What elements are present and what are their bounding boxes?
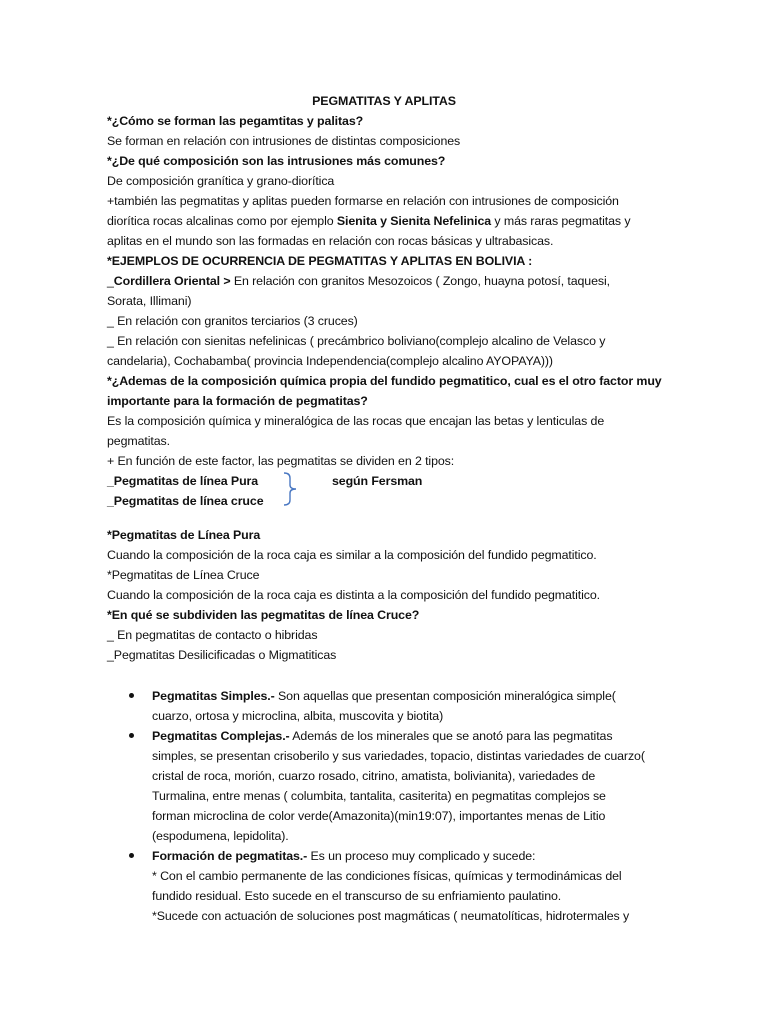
bold-sienita: Sienita y Sienita Nefelinica: [336, 214, 492, 228]
heading-linea-cruce: *Pegmatitas de Línea Cruce: [107, 568, 260, 582]
answer-formation: Se forman en relación con intrusiones de distintas composiciones: [107, 134, 461, 148]
bullet-formacion-line-1: Formación de pegmatitas.- Es un proceso muy complicado y sucede:: [152, 849, 536, 863]
question-factor-line-1: *¿Ademas de la composición química propia del fundido pegmatitico, cual es el otro factor muy: [107, 374, 662, 388]
heading-linea-pura: *Pegmatitas de Línea Pura: [107, 528, 261, 542]
question-subdivision: *En qué se subdividen las pegmatitas de línea Cruce?: [107, 608, 420, 622]
example-cordillera-line-1: _Cordillera Oriental > En relación con granitos Mesozoicos ( Zongo, huayna potosí, taquesi,: [107, 274, 610, 288]
bullet-simples-line-1: Pegmatitas Simples.- Son aquellas que presentan composición mineralógica simple(: [152, 689, 616, 703]
bullet-complejas-line-1: Pegmatitas Complejas.- Además de los minerales que se anotó para las pegmatitas: [152, 729, 613, 743]
subdivision-contacto: _ En pegmatitas de contacto o hibridas: [107, 628, 318, 642]
question-formation: *¿Cómo se forman las pegamtitas y palitas?: [107, 114, 364, 128]
bullet-simples-line-2: cuarzo, ortosa y microclina, albita, muscovita y biotita): [152, 709, 444, 723]
example-sienitas-line-1: _ En relación con sienitas nefelinicas ( precámbrico boliviano(complejo alcalino de Velasco y: [107, 334, 606, 348]
bold-complejas: Pegmatitas Complejas.-: [152, 729, 290, 743]
bullet-complejas-line-2: simples, se presentan crisoberilo y sus variedades, topacio, distintas variedades de cuarzo(: [152, 749, 645, 763]
curly-brace-icon: [282, 472, 298, 506]
question-factor-line-2: importante para la formación de pegmatitas?: [107, 394, 368, 408]
definition-linea-pura: Cuando la composición de la roca caja es similar a la composición del fundido pegmatitico.: [107, 548, 597, 562]
answer-factor-line-2: pegmatitas.: [107, 434, 170, 448]
bullet-complejas-line-4: Turmalina, entre menas ( columbita, tantalita, casiterita) en pegmatitas complejos se: [152, 789, 606, 803]
paragraph-two-types: + En función de este factor, las pegmatitas se dividen en 2 tipos:: [107, 454, 455, 468]
page-title: PEGMATITAS Y APLITAS: [312, 94, 456, 108]
example-terciarios: _ En relación con granitos terciarios (3 cruces): [107, 314, 358, 328]
bold-formacion: Formación de pegmatitas.-: [152, 849, 308, 863]
fersman-label: según Fersman: [332, 474, 423, 488]
heading-bolivia-examples: *EJEMPLOS DE OCURRENCIA DE PEGMATITAS Y APLITAS EN BOLIVIA :: [107, 254, 533, 268]
example-sienitas-line-2: candelaria), Cochabamba( provincia Independencia(complejo alcalino AYOPAYA))): [107, 354, 553, 368]
subdivision-desilicificadas: _Pegmatitas Desilicificadas o Migmatiticas: [107, 648, 337, 662]
bullet-complejas-line-3: cristal de roca, morión, cuarzo rosado, citrino, amatista, bolivianita), variedades de: [152, 769, 596, 783]
answer-composition: De composición granítica y grano-diorítica: [107, 174, 335, 188]
bullet-icon: [129, 733, 134, 738]
question-composition: *¿De qué composición son las intrusiones más comunes?: [107, 154, 446, 168]
bullet-complejas-line-6: (espodumena, lepidolita).: [152, 829, 289, 843]
bullet-formacion-line-4: *Sucede con actuación de soluciones post magmáticas ( neumatolíticas, hidrotermales y: [152, 909, 630, 923]
bullet-formacion-line-2: * Con el cambio permanente de las condiciones físicas, químicas y termodinámicas del: [152, 869, 622, 883]
type-linea-pura: _Pegmatitas de línea Pura: [107, 474, 259, 488]
bullet-complejas-line-5: forman microclina de color verde(Amazonita)(min19:07), importantes menas de Litio: [152, 809, 606, 823]
paragraph-alkaline-line-2: diorítica rocas alcalinas como por ejemplo Sienita y Sienita Nefelinica y más raras pegmatitas y: [107, 214, 631, 228]
answer-factor-line-1: Es la composición química y mineralógica de las rocas que encajan las betas y lenticulas de: [107, 414, 605, 428]
type-linea-cruce: _Pegmatitas de línea cruce: [107, 494, 264, 508]
bullet-formacion-line-3: fundido residual. Esto sucede en el transcurso de su enfriamiento paulatino.: [152, 889, 562, 903]
bullet-icon: [129, 853, 134, 858]
bold-simples: Pegmatitas Simples.-: [152, 689, 275, 703]
bold-cordillera: Cordillera Oriental >: [113, 274, 231, 288]
paragraph-alkaline-line-1: +también las pegmatitas y aplitas pueden formarse en relación con intrusiones de composición: [107, 194, 619, 208]
example-cordillera-line-2: Sorata, Illimani): [107, 294, 192, 308]
paragraph-alkaline-line-3: aplitas en el mundo son las formadas en relación con rocas básicas y ultrabasicas.: [107, 234, 554, 248]
definition-linea-cruce: Cuando la composición de la roca caja es distinta a la composición del fundido pegmatitico.: [107, 588, 601, 602]
bullet-icon: [129, 693, 134, 698]
